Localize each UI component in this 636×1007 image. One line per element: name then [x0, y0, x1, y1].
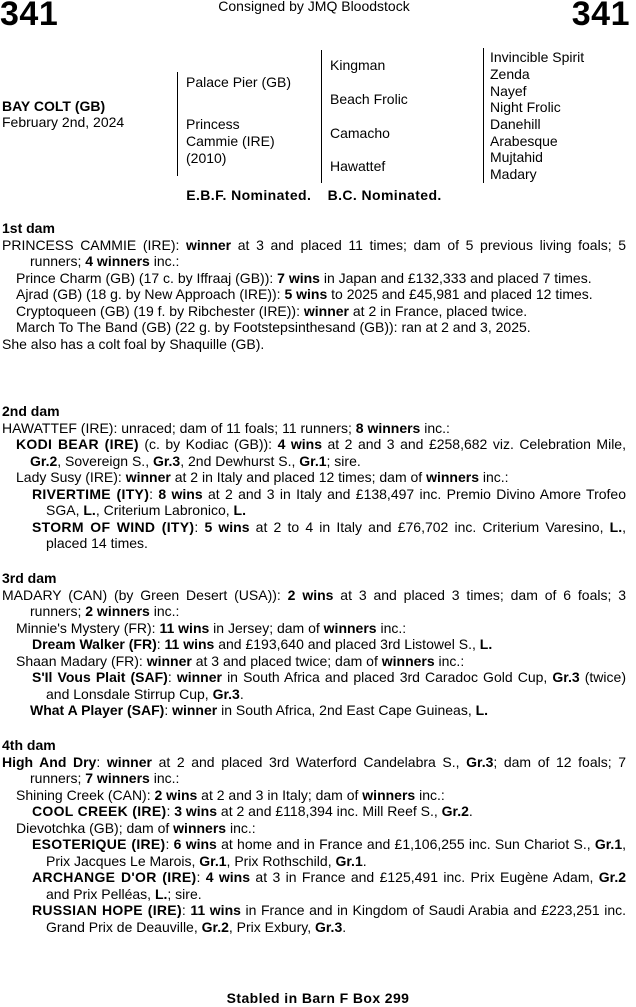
pedigree-g4-1: Invincible Spirit — [490, 49, 585, 65]
produce-line: Dream Walker (FR): 11 wins and £193,640 and placed 3rd Listowel S., L. — [32, 636, 493, 652]
pedigree-g4-7: Mujtahid — [490, 149, 543, 165]
pedigree-g4-5: Danehill — [490, 116, 541, 132]
pedigree-dam-line2: Cammie (IRE) — [186, 133, 275, 149]
pedigree-g4-3: Nayef — [490, 83, 527, 99]
pedigree-g4-2: Zenda — [490, 66, 530, 82]
fourth-dam-title: 4th dam — [2, 737, 56, 753]
produce-line: ARCHANGE D'OR (IRE): 4 wins at 3 in France and £125,491 inc. Prix Eugène Adam, Gr.2 and Prix Pelléas, L.; sire. — [32, 869, 627, 902]
pedigree-divider-2 — [321, 50, 322, 183]
fourth-dam-section — [2, 737, 626, 935]
produce-line: Minnie's Mystery (FR): 11 wins in Jersey; dam of winners inc.: — [16, 619, 407, 636]
produce-line: Ajrad (GB) (18 g. by New Approach (IRE)): 5 wins to 2025 and £45,981 and placed 12 times. — [16, 286, 593, 302]
produce-line: S'Il Vous Plait (SAF): winner in South Africa and placed 3rd Caradoc Gold Cup, Gr.3 (twice) and Lonsdale Stirrup Cup, Gr.3. — [32, 669, 626, 702]
nominations — [0, 187, 628, 204]
third-dam-section — [2, 570, 626, 719]
bc-nominated: B.C. Nominated. — [327, 187, 442, 203]
ebf-nominated: E.B.F. Nominated. — [186, 187, 312, 203]
pedigree-g4-8: Madary — [490, 166, 537, 182]
produce-line: Shaan Madary (FR): winner at 3 and placed twice; dam of winners inc.: — [16, 652, 465, 669]
foal-note: She also has a colt foal by Shaquille (GB). — [2, 335, 265, 352]
third-dam-line: MADARY (CAN) (by Green Desert (USA)): 2 wins at 3 and placed 3 times; dam of 6 foals; 3 runners; 2 winners inc.: — [2, 586, 626, 619]
pedigree-sire: Palace Pier (GB) — [186, 74, 292, 90]
pedigree-g4-6: Arabesque — [490, 133, 558, 149]
lot-number-right: 341 — [571, 0, 630, 33]
stabled-location: Stabled in Barn F Box 299 — [226, 990, 410, 1006]
produce-line: March To The Band (GB) (22 g. by Footstepsinthesand (GB)): ran at 2 and 3, 2025. — [16, 319, 531, 335]
second-dam-title: 2nd dam — [2, 403, 60, 419]
produce-line: RUSSIAN HOPE (IRE): 11 wins in France and in Kingdom of Saudi Arabia and £223,251 inc. Grand Prix de Deauville, Gr.2, Prix Exbury, Gr.3. — [32, 902, 627, 935]
produce-line: ESOTERIQUE (IRE): 6 wins at home and in France and £1,106,255 inc. Sun Chariot S., Gr.1, Prix Jacques Le Marois, Gr.1, Prix Rothschild, Gr.1. — [32, 836, 626, 869]
pedigree-g4-4: Night Frolic — [490, 99, 561, 115]
produce-line: Shining Creek (CAN): 2 wins at 2 and 3 in Italy; dam of winners inc.: — [16, 786, 445, 803]
horse-dob: February 2nd, 2024 — [2, 114, 125, 130]
first-dam-title: 1st dam — [2, 220, 55, 236]
pedigree-sire-sire: Kingman — [330, 57, 386, 73]
consignor: Consigned by JMQ Bloodstock — [218, 0, 410, 14]
second-dam-line: HAWATTEF (IRE): unraced; dam of 11 foals; 11 runners; 8 winners inc.: — [2, 419, 450, 436]
produce-line: COOL CREEK (IRE): 3 wins at 2 and £118,394 inc. Mill Reef S., Gr.2. — [32, 803, 473, 819]
third-dam-title: 3rd dam — [2, 570, 57, 586]
first-dam-line: PRINCESS CAMMIE (IRE): winner at 3 and placed 11 times; dam of 5 previous living foals; 5 runners; 4 winners inc.: — [2, 236, 627, 269]
pedigree-sire-dam: Beach Frolic — [330, 91, 408, 107]
produce-line: RIVERTIME (ITY): 8 wins at 2 and 3 in Italy and £138,497 inc. Premio Divino Amore Trofeo SGA, L., Criterium Labronico, L. — [32, 485, 626, 518]
produce-line: KODI BEAR (IRE) (c. by Kodiac (GB)): 4 wins at 2 and 3 and £258,682 viz. Celebration Mile, Gr.2, Sovereign S., Gr.3, 2nd Dewhurst S., Gr.1; sire. — [16, 436, 626, 469]
produce-line: Lady Susy (IRE): winner at 2 in Italy and placed 12 times; dam of winners inc.: — [16, 469, 509, 485]
pedigree-dam-sire: Camacho — [330, 125, 390, 141]
produce-line: What A Player (SAF): winner in South Africa, 2nd East Cape Guineas, L. — [30, 702, 489, 718]
pedigree-dam-dam: Hawattef — [330, 158, 386, 174]
pedigree-divider-1 — [177, 72, 178, 176]
lot-number-left: 341 — [0, 0, 59, 33]
pedigree-dam-line1: Princess — [186, 116, 240, 132]
first-dam-section — [2, 220, 626, 352]
pedigree-divider-3 — [483, 48, 484, 183]
produce-line: Cryptoqueen (GB) (19 f. by Ribchester (IRE)): winner at 2 in France, placed twice. — [16, 302, 528, 319]
pedigree-dam-line3: (2010) — [186, 150, 227, 166]
second-dam-section — [2, 403, 626, 552]
horse-description: BAY COLT (GB) — [2, 98, 106, 114]
produce-line: Dievotchka (GB); dam of winners inc.: — [16, 819, 256, 836]
produce-line: STORM OF WIND (ITY): 5 wins at 2 to 4 in Italy and £76,702 inc. Criterium Varesino, L., placed 14 times. — [32, 518, 626, 551]
produce-line: Prince Charm (GB) (17 c. by Iffraaj (GB)): 7 wins in Japan and £132,333 and placed 7 times. — [16, 269, 592, 286]
fourth-dam-line: High And Dry: winner at 2 and placed 3rd Waterford Candelabra S., Gr.3; dam of 12 foals; 7 runners; 7 winners inc.: — [2, 753, 626, 786]
